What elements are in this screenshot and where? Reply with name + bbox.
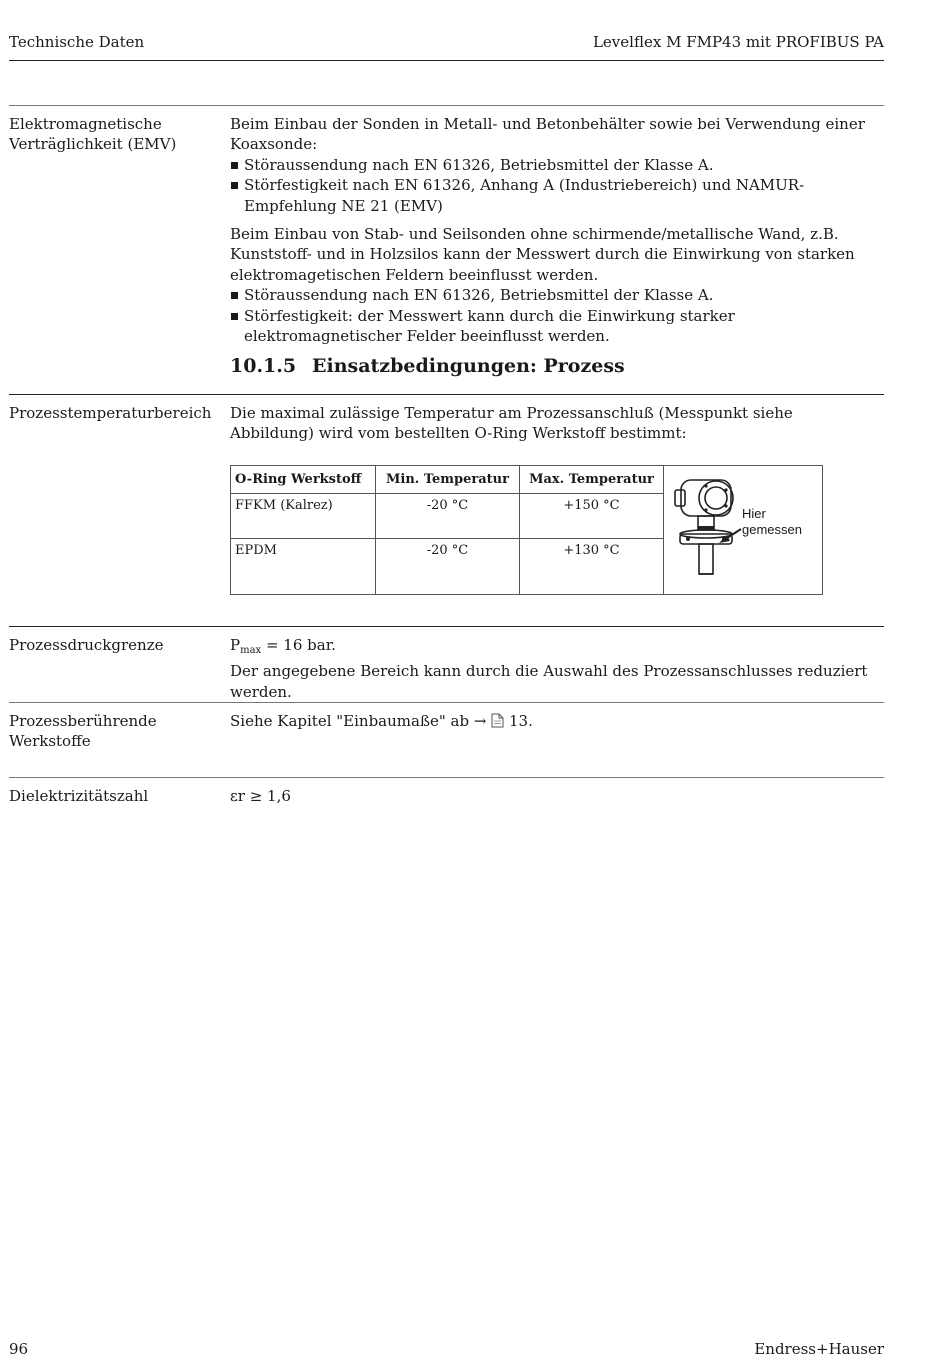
pmax-symbol: P (230, 636, 241, 654)
measuring-point-figure (664, 466, 823, 595)
header-rule (9, 60, 884, 61)
table-header: O-Ring Werkstoff (231, 466, 376, 494)
emv-intro-1: Beim Einbau der Sonden in Metall- und Betonbehälter sowie bei Verwendung einer Koaxsonde: (230, 115, 865, 154)
pmax-value: = 16 bar. (261, 636, 336, 654)
table-cell: -20 °C (376, 539, 520, 595)
druck-text: Der angegebene Bereich kann durch die Auswahl des Prozessanschlusses reduziert werden. (230, 662, 868, 701)
emv-bullet (230, 155, 880, 175)
table-cell: FFKM (Kalrez) (231, 493, 376, 538)
section-number: 10.1.5 (230, 355, 297, 377)
druck-body (230, 635, 880, 702)
werkstoffe-ref-text: Siehe Kapitel "Einbaumaße" ab (230, 712, 470, 730)
row-divider-emv (9, 105, 884, 106)
running-header-right: Levelflex M FMP43 mit PROFIBUS PA (592, 33, 884, 51)
row-divider-dielektrizitaet (9, 777, 884, 778)
dielektrizitaet-label: Dielektrizitätszahl (9, 787, 149, 805)
bullet-square-icon (231, 162, 238, 169)
werkstoffe-text (230, 711, 880, 731)
temp-text: Die maximal zulässige Temperatur am Prozessanschluß (Messpunkt siehe Abbildung) wird vom bestellten O-Ring Werkstoff bestimmt: (230, 404, 793, 443)
emv-bullet (230, 285, 880, 305)
section-title: Einsatzbedingungen: Prozess (312, 355, 625, 377)
druck-label: Prozessdruckgrenze (9, 636, 164, 654)
table-header-row (231, 466, 823, 494)
page-reference-link[interactable]: 13. (508, 712, 533, 730)
emv-bullet (230, 306, 879, 347)
werkstoffe-label-line2: Werkstoffe (9, 732, 91, 750)
row-divider-temp (9, 394, 884, 395)
bullet-square-icon (231, 292, 238, 299)
table-header: Min. Temperatur (376, 466, 520, 494)
dielektrizitaet-value: εr ≥ 1,6 (230, 787, 291, 805)
row-divider-druck (9, 626, 884, 627)
row-divider-werkstoffe (9, 702, 884, 703)
page-number: 96 (9, 1340, 29, 1358)
emv-intro-2: Beim Einbau von Stab- und Seilsonden ohne schirmende/metallische Wand, z.B. Kunststoff- und in Holzsilos kann der Messwert durch die Einwirkung von starken elektromagetischen Feldern beeinflusst werden. (230, 225, 855, 284)
page-icon (491, 713, 504, 728)
pmax-subscript: max (240, 645, 262, 656)
emv-bullet-text: Störfestigkeit: der Messwert kann durch die Einwirkung starker elektromagnetischer Felder beeinflusst werden. (244, 306, 735, 346)
figure-label-gemessen: gemessen (742, 522, 802, 537)
emv-label-line2: Verträglichkeit (EMV) (9, 135, 177, 153)
table-cell: -20 °C (376, 493, 520, 538)
temp-label: Prozesstemperaturbereich (9, 404, 212, 422)
running-header-left: Technische Daten (9, 33, 145, 51)
emv-label (9, 114, 176, 154)
werkstoffe-label (9, 711, 157, 751)
table-cell: EPDM (231, 539, 376, 595)
oring-temperature-table (230, 465, 823, 595)
table-cell: +150 °C (520, 493, 664, 538)
emv-bullet-text: Störaussendung nach EN 61326, Betriebsmittel der Klasse A. (244, 286, 714, 305)
emv-body (230, 114, 880, 346)
figure-caption (742, 506, 802, 538)
section-heading (230, 355, 625, 377)
pmax-line (230, 635, 880, 661)
bullet-square-icon (231, 313, 238, 320)
emv-bullet-text: Störfestigkeit nach EN 61326, Anhang A (Industriebereich) und NAMUR-Empfehlung NE 21 (EMV) (244, 176, 805, 215)
werkstoffe-label-line1: Prozessberührende (9, 712, 157, 730)
bullet-square-icon (231, 182, 238, 189)
emv-bullet-text: Störaussendung nach EN 61326, Betriebsmittel der Klasse A. (244, 155, 714, 174)
emv-bullet (230, 175, 834, 216)
emv-label-line1: Elektromagnetische (9, 115, 162, 133)
brand-footer: Endress+Hauser (754, 1340, 884, 1358)
table-cell: +130 °C (520, 539, 664, 595)
figure-label-hier: Hier (742, 506, 766, 521)
arrow-right-icon: → (473, 712, 487, 730)
table-header: Max. Temperatur (520, 466, 664, 494)
